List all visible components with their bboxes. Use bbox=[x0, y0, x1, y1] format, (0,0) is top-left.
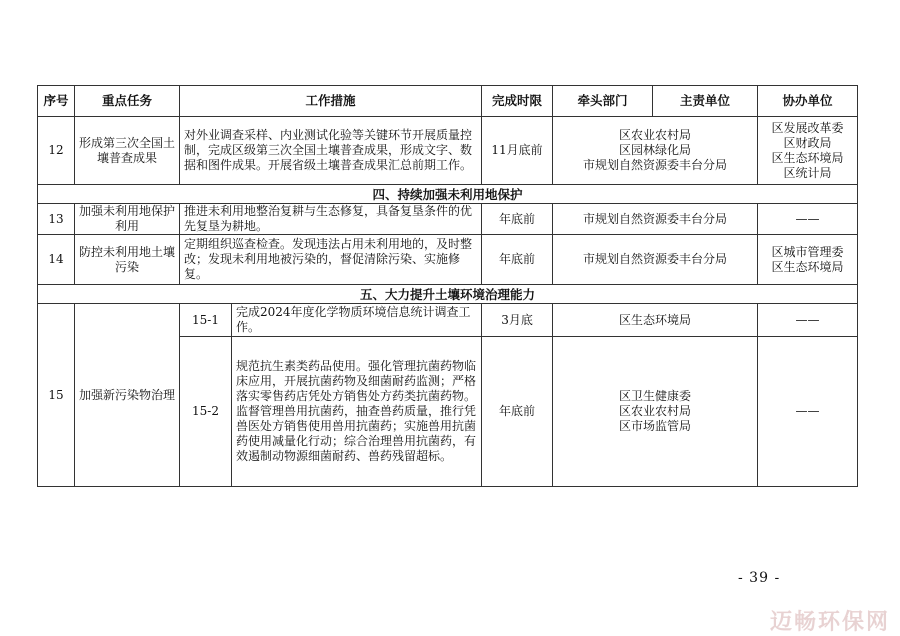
row-number: 13 bbox=[38, 204, 75, 235]
unit-name: 区生态环境局 bbox=[771, 150, 844, 165]
header-seq: 序号 bbox=[38, 86, 75, 117]
responsible-units: 区生态环境局 bbox=[553, 304, 758, 337]
deadline: 年底前 bbox=[482, 235, 553, 285]
measure-text: 完成2024年度化学物质环境信息统计调查工作。 bbox=[232, 304, 482, 337]
table-row bbox=[38, 235, 858, 285]
row-number: 14 bbox=[38, 235, 75, 285]
responsible-units bbox=[553, 117, 758, 185]
unit-name: 区统计局 bbox=[783, 165, 832, 180]
section-title: 四、持续加强未利用地保护 bbox=[38, 185, 858, 204]
header-row bbox=[38, 86, 858, 117]
deadline: 年底前 bbox=[482, 337, 553, 487]
deadline: 11月底前 bbox=[482, 117, 553, 185]
measure-text: 对外业调查采样、内业测试化验等关键环节开展质量控制，完成区级第三次全国土壤普查成果，形成文字、数据和图件成果。开展省级土壤普查成果汇总前期工作。 bbox=[180, 117, 482, 185]
unit-name: 区农业农村局 bbox=[619, 128, 692, 142]
assisting-units: —— bbox=[758, 204, 858, 235]
task-name: 加强未利用地保护利用 bbox=[75, 204, 180, 235]
assisting-units bbox=[758, 117, 858, 185]
unit-name: 区农业农村局 bbox=[619, 404, 692, 418]
task-table bbox=[37, 85, 858, 487]
task-name: 形成第三次全国土壤普查成果 bbox=[75, 117, 180, 185]
header-assist: 协办单位 bbox=[758, 86, 858, 117]
row-number: 15 bbox=[38, 304, 75, 487]
responsible-units: 市规划自然资源委丰台分局 bbox=[553, 235, 758, 285]
unit-name: 区市场监管局 bbox=[619, 419, 692, 433]
header-measures: 工作措施 bbox=[180, 86, 482, 117]
header-task: 重点任务 bbox=[75, 86, 180, 117]
measure-paragraph: 规范抗生素类药品使用。强化管理抗菌药物临床应用，开展抗菌药物及细菌耐药监测；严格落实零售药店凭处方销售处方药类抗菌药物。 bbox=[236, 359, 477, 403]
row-number: 12 bbox=[38, 117, 75, 185]
task-name: 加强新污染物治理 bbox=[75, 304, 180, 487]
assisting-units: —— bbox=[758, 337, 858, 487]
assisting-units bbox=[758, 235, 858, 285]
table-row bbox=[38, 304, 858, 337]
unit-name: 区生态环境局 bbox=[771, 259, 844, 274]
unit-name: 市规划自然资源委丰台分局 bbox=[583, 158, 728, 172]
table-row bbox=[38, 117, 858, 185]
unit-name: 区卫生健康委 bbox=[619, 389, 692, 403]
sub-item-number: 15-1 bbox=[180, 304, 232, 337]
table-row bbox=[38, 204, 858, 235]
unit-name: 区园林绿化局 bbox=[619, 143, 692, 157]
measure-text: 定期组织巡查检查。发现违法占用未利用地的，及时整改；发现未利用地被污染的，督促清除污染、实施修复。 bbox=[180, 235, 482, 285]
deadline: 年底前 bbox=[482, 204, 553, 235]
assisting-units: —— bbox=[758, 304, 858, 337]
measure-paragraph: 监督管理兽用抗菌药，抽查兽药质量，推行凭兽医处方销售使用兽用抗菌药；实施兽用抗菌药使用减量化行动；综合治理兽用抗菌药，有效遏制动物源细菌耐药、兽药残留超标。 bbox=[236, 404, 477, 463]
measure-text bbox=[232, 337, 482, 487]
deadline: 3月底 bbox=[482, 304, 553, 337]
unit-name: 区发展改革委 bbox=[771, 120, 844, 135]
watermark-logo: 迈畅环保网 bbox=[770, 610, 891, 635]
header-deadline: 完成时限 bbox=[482, 86, 553, 117]
responsible-units: 市规划自然资源委丰台分局 bbox=[553, 204, 758, 235]
unit-name: 区城市管理委 bbox=[771, 244, 844, 259]
page-number: - 39 - bbox=[738, 570, 781, 586]
section-title: 五、大力提升土壤环境治理能力 bbox=[38, 285, 858, 304]
measure-text: 推进未利用地整治复耕与生态修复，具备复垦条件的优先复垦为耕地。 bbox=[180, 204, 482, 235]
header-lead: 牵头部门 bbox=[553, 86, 653, 117]
sub-item-number: 15-2 bbox=[180, 337, 232, 487]
unit-name: 区财政局 bbox=[783, 135, 832, 150]
responsible-units bbox=[553, 337, 758, 487]
section-row bbox=[38, 185, 858, 204]
section-row bbox=[38, 285, 858, 304]
task-name: 防控未利用地土壤污染 bbox=[75, 235, 180, 285]
header-owner: 主责单位 bbox=[653, 86, 758, 117]
